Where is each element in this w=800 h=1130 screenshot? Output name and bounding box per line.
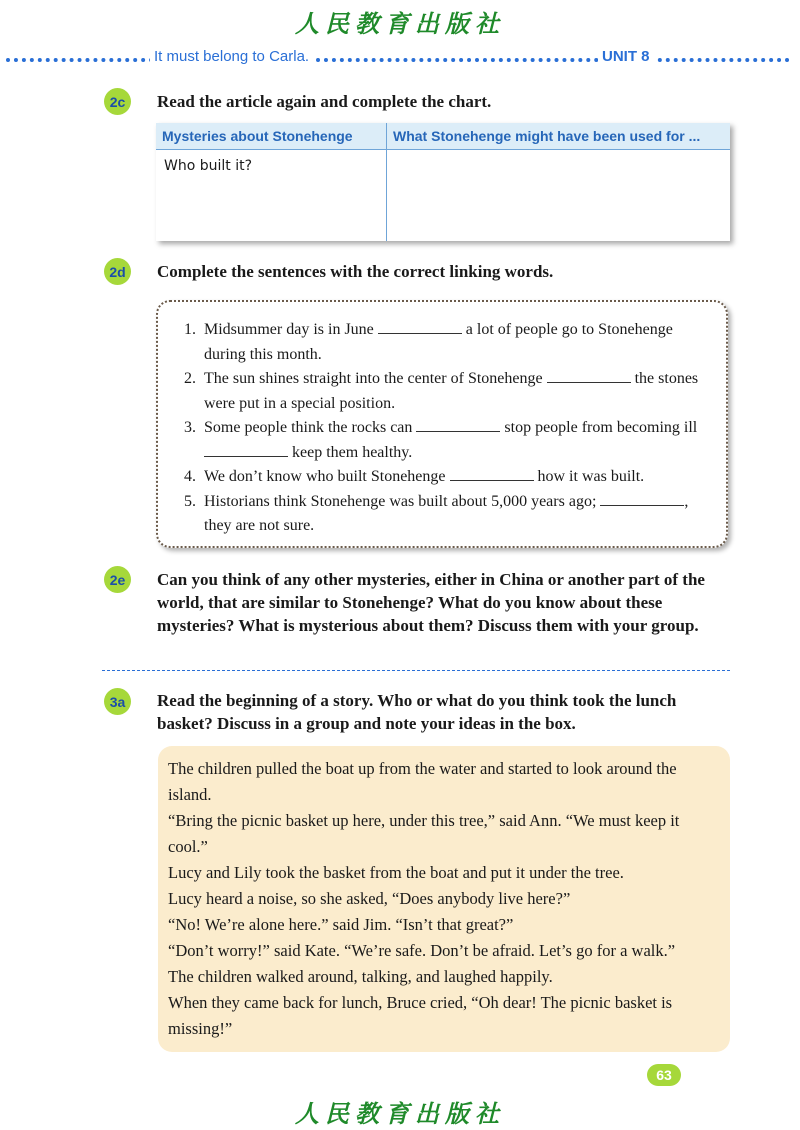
story-line: The children pulled the boat up from the water and started to look around the island. <box>168 759 677 804</box>
answer-blank[interactable] <box>378 319 462 334</box>
badge-2d: 2d <box>104 258 131 285</box>
instruction-3a: Read the beginning of a story. Who or what do you think took the lunch basket? Discuss in a group and note your ideas in the box. <box>157 691 677 733</box>
sentence-1: 1. Midsummer day is in June a lot of people go to Stonehenge during this month. <box>200 318 706 367</box>
story-line: Lucy and Lily took the basket from the boat and put it under the tree. <box>168 863 624 882</box>
instruction-2d: Complete the sentences with the correct linking words. <box>157 262 554 281</box>
story-line: “Bring the picnic basket up here, under this tree,” said Ann. “We must keep it cool.” <box>168 811 680 856</box>
section-divider <box>102 670 730 671</box>
running-header <box>0 48 800 70</box>
sentence-3: 3. Some people think the rocks can stop people from becoming ill keep them healthy. <box>200 416 706 465</box>
answer-blank[interactable] <box>416 417 500 432</box>
chart-header-mysteries: Mysteries about Stonehenge <box>156 123 387 150</box>
badge-3a: 3a <box>104 688 131 715</box>
story-box <box>158 746 730 1052</box>
story-line: “No! We’re alone here.” said Jim. “Isn’t that great?” <box>168 915 514 934</box>
sentence-2: 2. The sun shines straight into the center of Stonehenge the stones were put in a special position. <box>200 367 706 416</box>
publisher-logo-top: 人民教育出版社 <box>295 9 505 38</box>
instruction-2e: Can you think of any other mysteries, either in China or another part of the world, that are similar to Stonehenge? What do you know about these mysteries? What is mysterious about them? Discuss them with your group. <box>157 570 705 635</box>
page-number: 63 <box>647 1064 681 1086</box>
instruction-2c: Read the article again and complete the chart. <box>157 92 492 111</box>
stonehenge-chart <box>156 123 730 241</box>
sentences-box <box>156 300 728 548</box>
story-line: Lucy heard a noise, so she asked, “Does anybody live here?” <box>168 889 571 908</box>
answer-blank[interactable] <box>600 491 684 506</box>
badge-2c: 2c <box>104 88 131 115</box>
chart-cell-mystery[interactable]: Who built it? <box>156 150 387 242</box>
story-line: “Don’t worry!” said Kate. “We’re safe. Don’t be afraid. Let’s go for a walk.” <box>168 941 676 960</box>
sentence-5: 5. Historians think Stonehenge was built about 5,000 years ago; , they are not sure. <box>200 490 706 539</box>
answer-blank[interactable] <box>204 442 288 457</box>
running-title: It must belong to Carla. <box>150 48 313 65</box>
chart-header-uses: What Stonehenge might have been used for ... <box>387 123 731 150</box>
story-line: When they came back for lunch, Bruce cried, “Oh dear! The picnic basket is missing!” <box>168 993 673 1038</box>
sentence-4: 4. We don’t know who built Stonehenge how it was built. <box>200 465 706 490</box>
answer-blank[interactable] <box>450 466 534 481</box>
story-line: The children walked around, talking, and laughed happily. <box>168 967 553 986</box>
badge-2e: 2e <box>104 566 131 593</box>
answer-blank[interactable] <box>547 368 631 383</box>
chart-cell-use[interactable] <box>387 150 731 242</box>
unit-label: UNIT 8 <box>598 48 654 65</box>
publisher-logo-bottom: 人民教育出版社 <box>295 1099 505 1128</box>
